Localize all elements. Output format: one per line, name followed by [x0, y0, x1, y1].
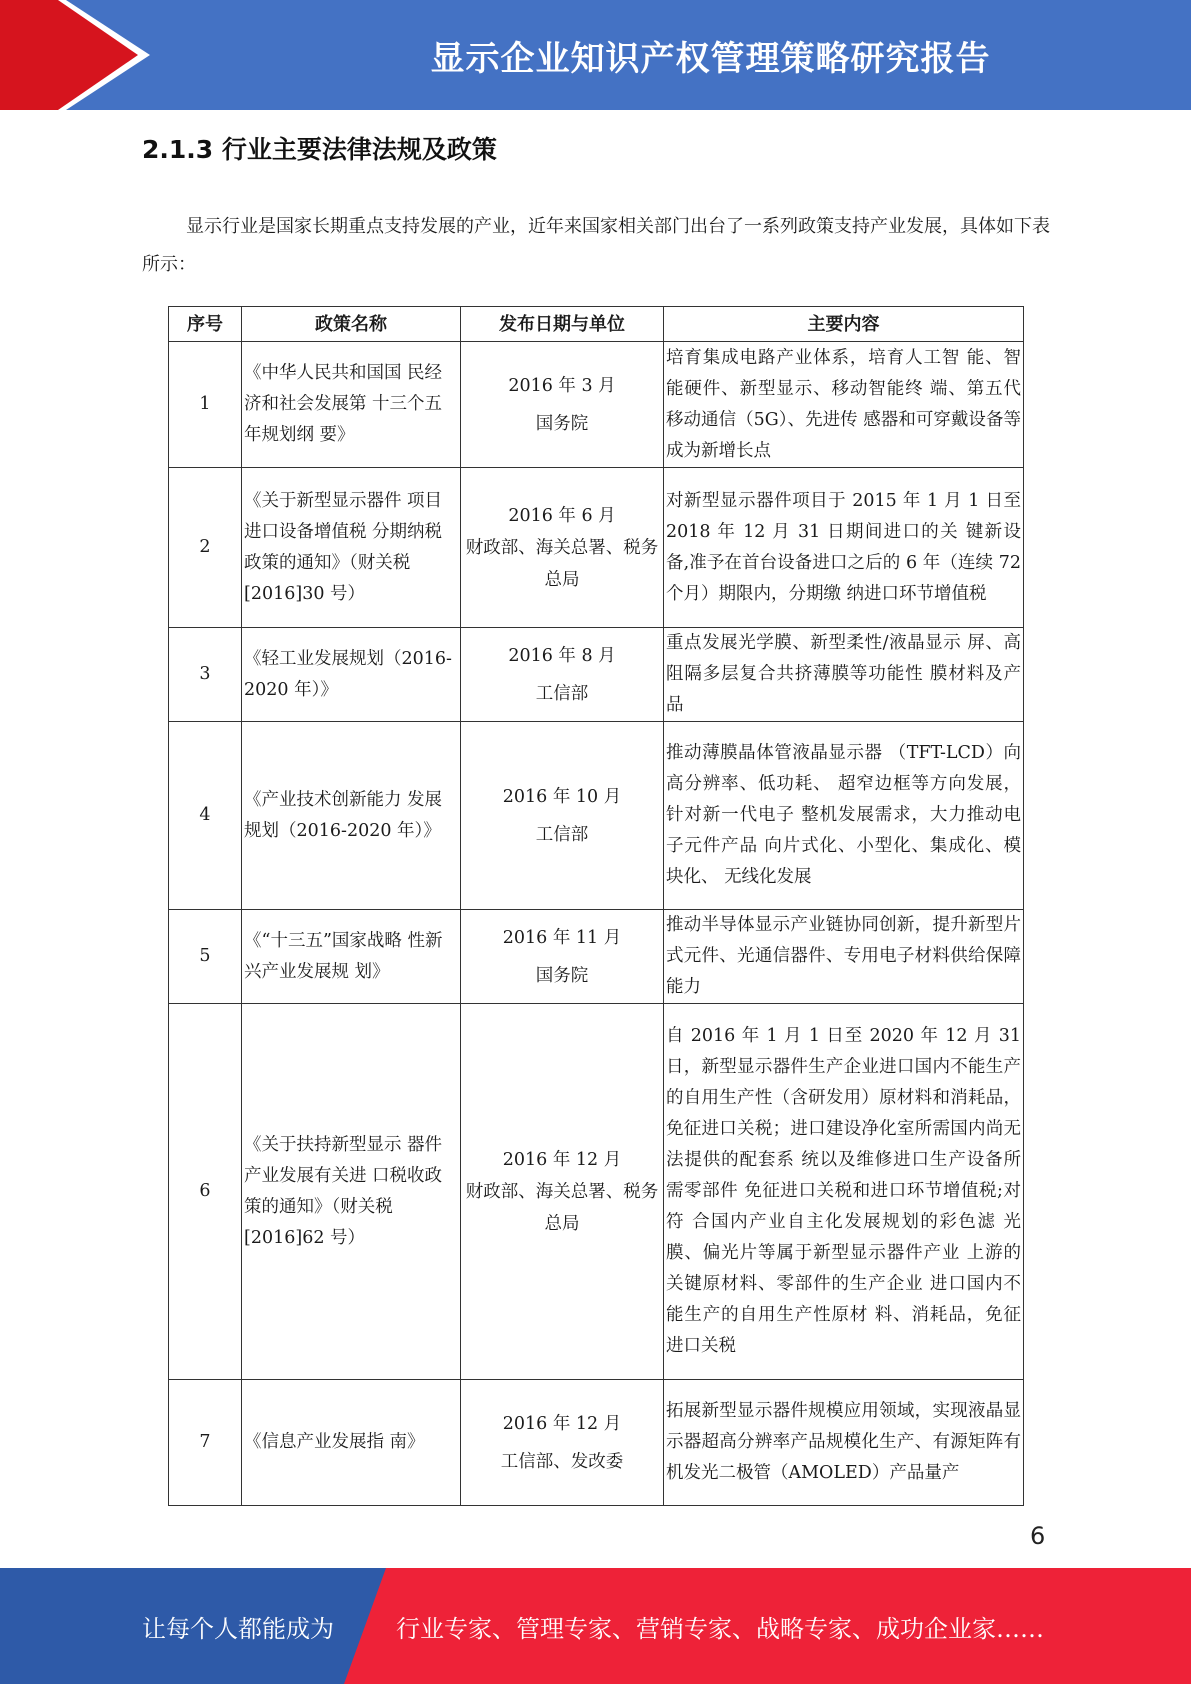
header-content: 主要内容	[664, 307, 1024, 342]
intro-paragraph: 显示行业是国家长期重点支持发展的产业，近年来国家相关部门出台了一系列政策支持产业发展，具体如下表所示：	[142, 216, 1050, 275]
footer-slogan-left: 让每个人都能成为	[142, 1614, 334, 1643]
release-org: 国务院	[535, 413, 589, 434]
header-policy-name: 政策名称	[242, 307, 461, 342]
row-number: 3	[169, 628, 242, 722]
release-date: 2016 年 11 月	[502, 927, 622, 948]
policy-name: 《中华人民共和国国 民经济和社会发展第 十三个五年规划纲 要》	[242, 342, 461, 468]
release-org: 财政部、海关总署、税务总局	[465, 1181, 659, 1234]
policy-content: 重点发展光学膜、新型柔性/液晶显示 屏、高阻隔多层复合共挤薄膜等功能性 膜材料及产品	[664, 628, 1024, 722]
release-date: 2016 年 3 月	[508, 375, 616, 396]
release-info	[461, 910, 664, 1004]
table-row	[169, 628, 1024, 722]
table-row	[169, 1380, 1024, 1506]
release-info	[461, 722, 664, 910]
policy-name: 《关于扶持新型显示 器件产业发展有关进 口税收政策的通知》（财关税[2016]62 号）	[242, 1004, 461, 1380]
policy-name: 《产业技术创新能力 发展规划（2016-2020 年）》	[242, 722, 461, 910]
row-number: 1	[169, 342, 242, 468]
row-number: 2	[169, 468, 242, 628]
release-date: 2016 年 8 月	[508, 645, 616, 666]
row-number: 5	[169, 910, 242, 1004]
release-info	[461, 1380, 664, 1506]
release-org: 国务院	[535, 965, 589, 986]
report-title: 显示企业知识产权管理策略研究报告	[430, 38, 991, 79]
table-row	[169, 468, 1024, 628]
chevron-logo-icon	[0, 0, 160, 110]
policy-content: 推动薄膜晶体管液晶显示器 （TFT-LCD）向高分辨率、低功耗、 超窄边框等方向发展，针对新一代电子 整机发展需求，大力推动电子元件产品 向片式化、小型化、集成化、模块化、 无线化发展	[664, 722, 1024, 910]
release-org: 工信部	[535, 683, 589, 704]
policy-table	[168, 306, 1024, 1506]
section-heading: 2.1.3 行业主要法律法规及政策	[142, 135, 497, 164]
policy-name: 《信息产业发展指 南》	[242, 1380, 461, 1506]
footer-slogan-right: 行业专家、管理专家、营销专家、战略专家、成功企业家……	[396, 1614, 1044, 1643]
policy-content: 自 2016 年 1 月 1 日至 2020 年 12 月 31 日，新型显示器件生产企业进口国内不能生产的自用生产性（含研发用）原材料和消耗品，免征进口关税；进口建设净化室所需国内尚无法提供的配套系 统以及维修进口生产设备所需零部件 免征进口关税和进口环节增值税;对符 合国内产业自主化发展规划的彩色滤 光膜、偏光片等属于新型显示器件产业 上游的关键原材料、零部件的生产企业 进口国内不能生产的自用生产性原材 料、消耗品，免征进口关税	[664, 1004, 1024, 1380]
row-number: 6	[169, 1004, 242, 1380]
release-date: 2016 年 12 月	[502, 1149, 622, 1170]
row-number: 4	[169, 722, 242, 910]
header-date-org: 发布日期与单位	[461, 307, 664, 342]
table-row	[169, 342, 1024, 468]
release-info	[461, 1004, 664, 1380]
release-org: 工信部	[535, 824, 589, 845]
table-row	[169, 722, 1024, 910]
policy-content: 对新型显示器件项目于 2015 年 1 月 1 日至 2018 年 12 月 31 日期间进口的关 键新设备,准予在首台设备进口之后的 6 年（连续 72 个月）期限内，分期缴 纳进口环节增值税	[664, 468, 1024, 628]
release-org: 财政部、海关总署、税务总局	[465, 537, 659, 590]
table-row	[169, 910, 1024, 1004]
release-org: 工信部、发改委	[500, 1451, 624, 1472]
policy-name: 《“十三五”国家战略 性新兴产业发展规 划》	[242, 910, 461, 1004]
page-header	[0, 0, 1191, 110]
release-info	[461, 468, 664, 628]
release-date: 2016 年 10 月	[502, 786, 622, 807]
policy-name: 《轻工业发展规划（2016-2020 年）》	[242, 628, 461, 722]
row-number: 7	[169, 1380, 242, 1506]
release-info	[461, 628, 664, 722]
release-date: 2016 年 12 月	[502, 1413, 622, 1434]
header-no: 序号	[169, 307, 242, 342]
table-row	[169, 1004, 1024, 1380]
policy-name: 《关于新型显示器件 项目进口设备增值税 分期纳税政策的通知》（财关税[2016]30 号）	[242, 468, 461, 628]
release-info	[461, 342, 664, 468]
page-number: 6	[1030, 1522, 1046, 1550]
policy-content: 培育集成电路产业体系，培育人工智 能、智能硬件、新型显示、移动智能终 端、第五代移动通信（5G）、先进传 感器和可穿戴设备等成为新增长点	[664, 342, 1024, 468]
page-footer	[0, 1568, 1191, 1684]
policy-content: 拓展新型显示器件规模应用领域，实现液晶显示器超高分辨率产品规模化生产、有源矩阵有机发光二极管（AMOLED）产品量产	[664, 1380, 1024, 1506]
release-date: 2016 年 6 月	[508, 505, 616, 526]
policy-content: 推动半导体显示产业链协同创新，提升新型片式元件、光通信器件、专用电子材料供给保障能力	[664, 910, 1024, 1004]
table-header-row	[169, 307, 1024, 342]
